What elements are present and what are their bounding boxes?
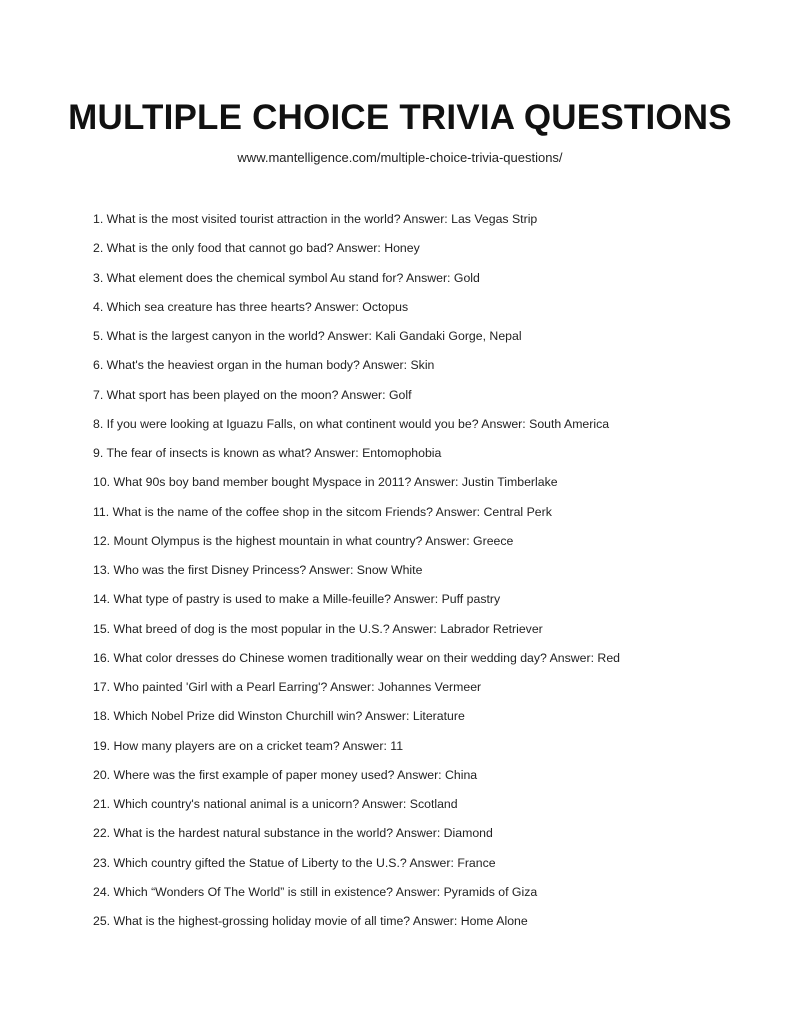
page-title: MULTIPLE CHOICE TRIVIA QUESTIONS — [68, 98, 732, 137]
question-item: 14. What type of pastry is used to make a Mille-feuille? Answer: Puff pastry — [93, 592, 501, 607]
question-item: 1. What is the most visited tourist attraction in the world? Answer: Las Vegas Strip — [93, 212, 538, 226]
question-item: 11. What is the name of the coffee shop in the sitcom Friends? Answer: Central Perk — [93, 504, 552, 519]
question-item: 2. What is the only food that cannot go bad? Answer: Honey — [93, 241, 420, 256]
question-item: 6. What's the heaviest organ in the human body? Answer: Skin — [93, 358, 435, 373]
question-item: 3. What element does the chemical symbol Au stand for? Answer: Gold — [93, 270, 480, 285]
question-item: 22. What is the hardest natural substance in the world? Answer: Diamond — [93, 826, 493, 841]
question-item: 10. What 90s boy band member bought Myspace in 2011? Answer: Justin Timberlake — [93, 475, 558, 490]
question-item: 4. Which sea creature has three hearts? Answer: Octopus — [93, 299, 409, 314]
question-item: 20. Where was the first example of paper money used? Answer: China — [93, 767, 478, 782]
question-item: 8. If you were looking at Iguazu Falls, on what continent would you be? Answer: South America — [93, 416, 610, 431]
question-item: 24. Which “Wonders Of The World” is still in existence? Answer: Pyramids of Giza — [93, 884, 538, 899]
question-item: 21. Which country's national animal is a unicorn? Answer: Scotland — [93, 797, 458, 811]
question-item: 7. What sport has been played on the moon? Answer: Golf — [93, 387, 412, 402]
question-item: 19. How many players are on a cricket team? Answer: 11 — [93, 738, 404, 753]
question-item: 23. Which country gifted the Statue of Liberty to the U.S.? Answer: France — [93, 855, 496, 870]
question-item: 12. Mount Olympus is the highest mountain in what country? Answer: Greece — [93, 533, 514, 548]
question-item: 25. What is the highest-grossing holiday movie of all time? Answer: Home Alone — [93, 914, 528, 928]
question-item: 13. Who was the first Disney Princess? Answer: Snow White — [93, 563, 423, 577]
question-item: 9. The fear of insects is known as what? Answer: Entomophobia — [93, 446, 442, 460]
question-item: 18. Which Nobel Prize did Winston Churchill win? Answer: Literature — [93, 709, 465, 724]
question-item: 15. What breed of dog is the most popular in the U.S.? Answer: Labrador Retriever — [93, 621, 543, 636]
question-list — [93, 210, 783, 941]
question-item: 16. What color dresses do Chinese women traditionally wear on their wedding day? Answer: Red — [93, 650, 620, 665]
source-url: www.mantelligence.com/multiple-choice-trivia-questions/ — [237, 150, 563, 165]
question-item: 17. Who painted 'Girl with a Pearl Earring'? Answer: Johannes Vermeer — [93, 680, 482, 694]
question-item: 5. What is the largest canyon in the world? Answer: Kali Gandaki Gorge, Nepal — [93, 329, 522, 343]
